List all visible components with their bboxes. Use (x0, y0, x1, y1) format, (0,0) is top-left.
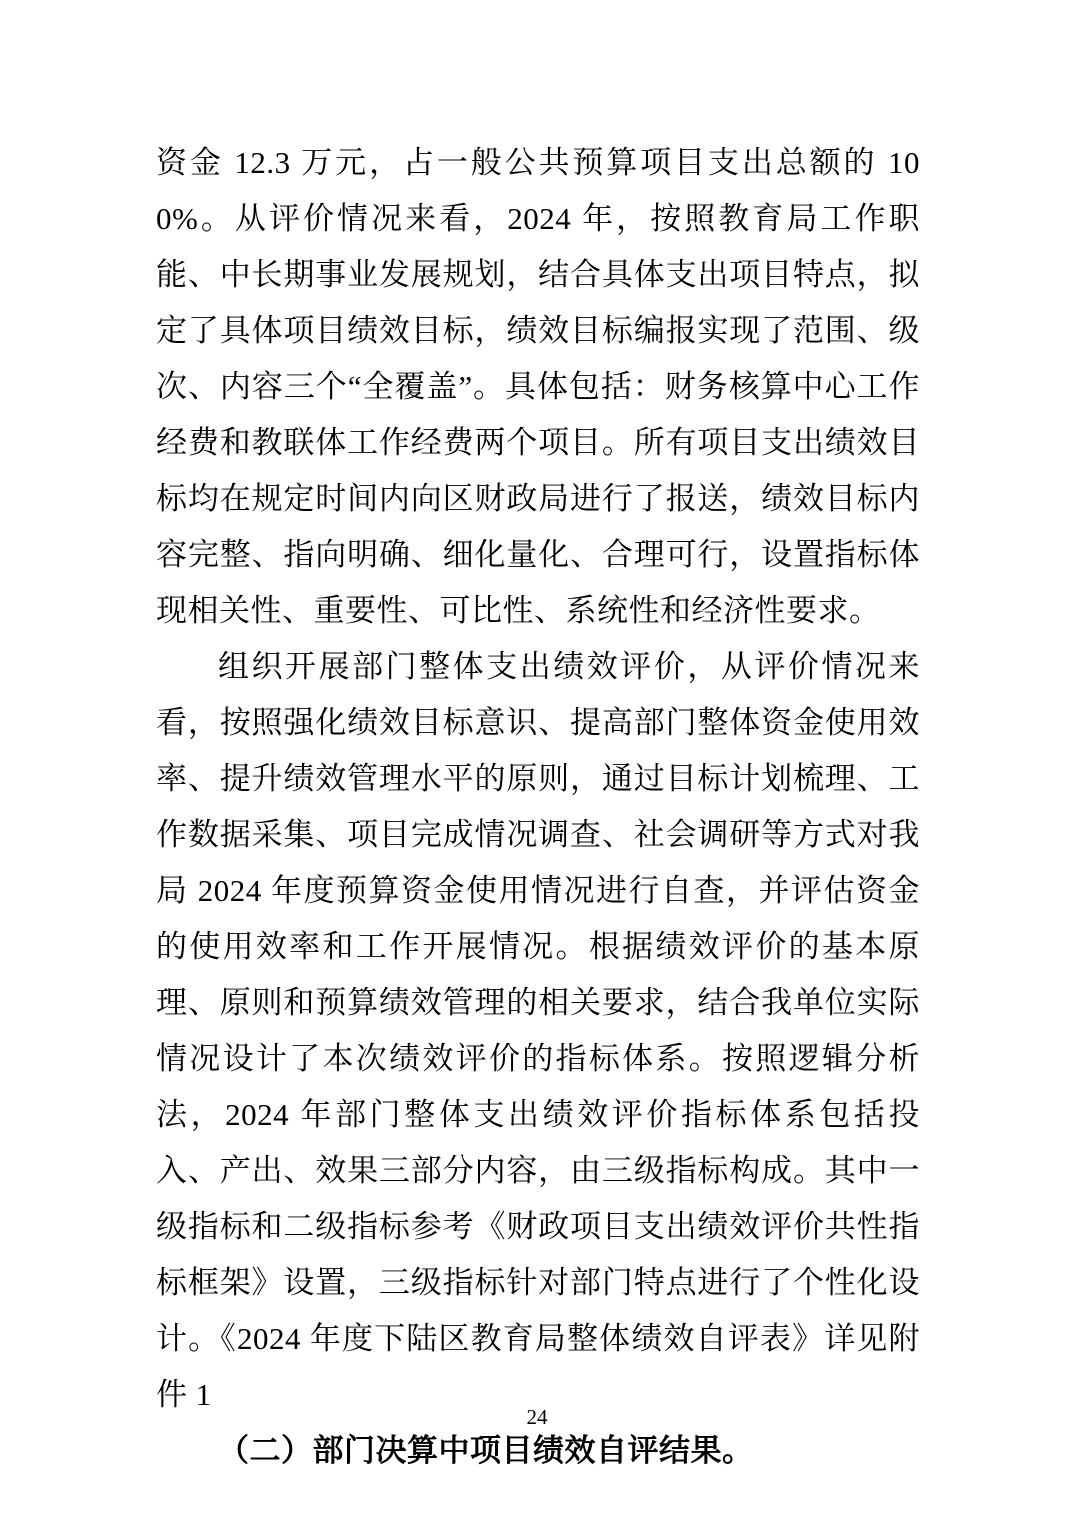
document-body (156, 135, 920, 1479)
section-heading-project-self-evaluation: （二）部门决算中项目绩效自评结果。 (218, 1433, 754, 1468)
paragraph-budget-funds: 资金 12.3 万元，占一般公共预算项目支出总额的 100%。从评价情况来看，2024 年，按照教育局工作职能、中长期事业发展规划，结合具体支出项目特点，拟定了具体项目绩效目标，绩效目标编报实现了范围、级次、内容三个“全覆盖”。具体包括：财务核算中心工作经费和教联体工作经费两个项目。所有项目支出绩效目标均在规定时间内向区财政局进行了报送，绩效目标内容完整、指向明确、细化量化、合理可行，设置指标体现相关性、重要性、可比性、系统性和经济性要求。 (156, 145, 920, 628)
paragraph-overall-performance-evaluation: 组织开展部门整体支出绩效评价，从评价情况来看，按照强化绩效目标意识、提高部门整体资金使用效率、提升绩效管理水平的原则，通过目标计划梳理、工作数据采集、项目完成情况调查、社会调研等方式对我局 2024 年度预算资金使用情况进行自查，并评估资金的使用效率和工作开展情况。根据绩效评价的基本原理、原则和预算绩效管理的相关要求，结合我单位实际情况设计了本次绩效评价的指标体系。按照逻辑分析法，2024 年部门整体支出绩效评价指标体系包括投入、产出、效果三部分内容，由三级指标构成。其中一级指标和二级指标参考《财政项目支出绩效评价共性指标框架》设置，三级指标针对部门特点进行了个性化设计。《2024 年度下陆区教育局整体绩效自评表》详见附件 1 (156, 649, 920, 1412)
page-number: 24 (526, 1405, 548, 1429)
